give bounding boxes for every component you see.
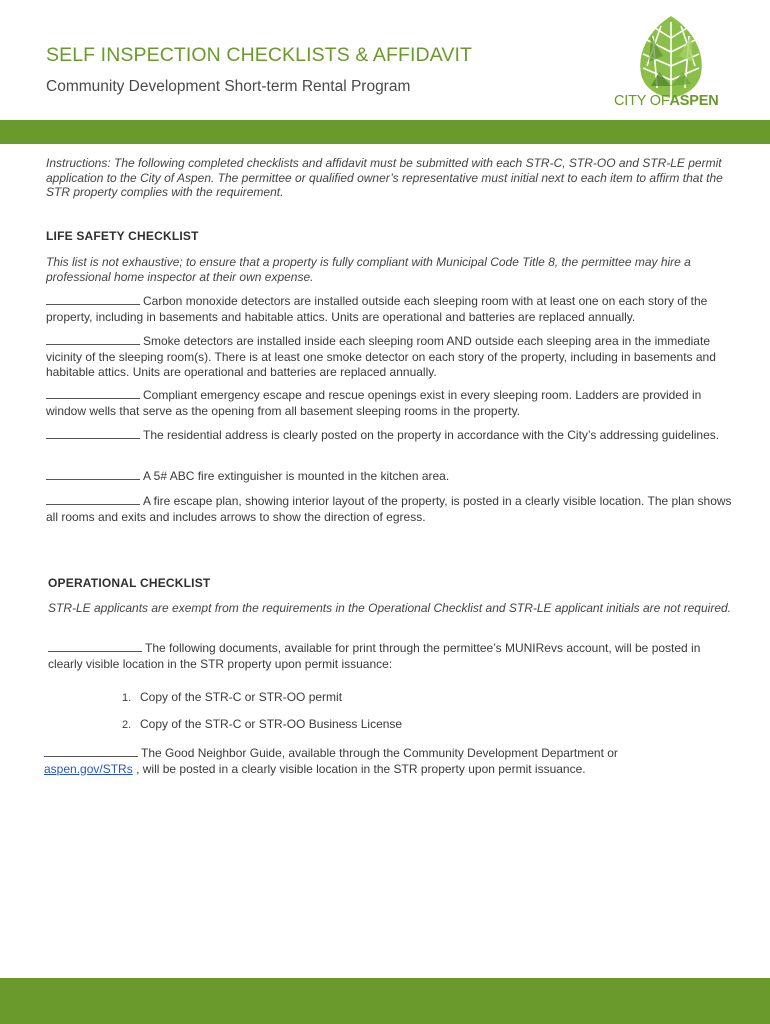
initial-blank[interactable]: [46, 428, 140, 439]
checklist-item: The residential address is clearly posted on the property in accordance with the City’s addressing guidelines.: [46, 428, 736, 444]
checklist-item: Smoke detectors are installed inside each sleeping room AND outside each sleeping area in the immediate vicinity of the sleeping room(s). There is at least one smoke detector on each story of the property, including in basements and habitable attics. Units are operational and batteries are replaced annually.: [46, 334, 716, 379]
header-divider-bar: [0, 120, 770, 144]
initial-blank[interactable]: [48, 641, 142, 652]
initial-blank[interactable]: [44, 746, 138, 757]
logo-city-text: CITY OF: [614, 93, 670, 109]
checklist-item: Compliant emergency escape and rescue openings exist in every sleeping room. Ladders are provided in window wells that serve as the opening from all basement sleeping rooms in the property.: [46, 388, 702, 418]
initial-blank[interactable]: [46, 494, 140, 505]
life-safety-heading: LIFE SAFETY CHECKLIST: [46, 229, 199, 243]
list-item: 2. Copy of the STR-C or STR-OO Business License: [122, 717, 403, 731]
checklist-item: Carbon monoxide detectors are installed outside each sleeping room with at least one on each story of the property, including in basements and habitable attics. Units are operational and batteries are replaced annually.: [46, 294, 708, 324]
checklist-item: The following documents, available for print through the permittee’s MUNIRevs account, will be posted in clearly visible location in the STR property upon permit issuance:: [48, 641, 701, 671]
initial-blank[interactable]: [46, 388, 140, 399]
initial-blank[interactable]: [46, 469, 140, 480]
operational-heading: OPERATIONAL CHECKLIST: [48, 576, 211, 590]
aspen-str-link[interactable]: aspen.gov/STRs: [44, 761, 133, 776]
page-subtitle: Community Development Short-term Rental Program: [46, 78, 411, 95]
operational-note: STR-LE applicants are exempt from the requirements in the Operational Checklist and STR-LE applicant initials are not required.: [48, 601, 731, 615]
list-item: 1. Copy of the STR-C or STR-OO permit: [122, 690, 343, 704]
logo-wordmark: [614, 93, 719, 109]
checklist-item: The Good Neighbor Guide, available through the Community Development Department or aspen.gov/STRs , will be posted in a clearly visible location in the STR property upon permit issuance.: [44, 746, 618, 776]
life-safety-note: This list is not exhaustive; to ensure that a property is fully compliant with Municipal Code Title 8, the permittee may hire a professional home inspector at their own expense.: [46, 255, 691, 284]
initial-blank[interactable]: [46, 294, 140, 305]
logo-aspen-text: ASPEN: [669, 93, 719, 109]
instructions-text: Instructions: The following completed checklists and affidavit must be submitted with each STR-C, STR-OO and STR-LE permit application to the City of Aspen. The permittee or qualified owner’s representative must initial next to each item to affirm that the STR property complies with the requirement.: [46, 156, 723, 199]
initial-blank[interactable]: [46, 334, 140, 345]
footer-bar: [0, 978, 770, 1024]
checklist-item: A 5# ABC fire extinguisher is mounted in the kitchen area.: [46, 469, 736, 485]
page-title: SELF INSPECTION CHECKLISTS & AFFIDAVIT: [46, 44, 473, 66]
checklist-item: A fire escape plan, showing interior layout of the property, is posted in a clearly visible location. The plan shows all rooms and exits and includes arrows to show the direction of egress.: [46, 494, 732, 524]
